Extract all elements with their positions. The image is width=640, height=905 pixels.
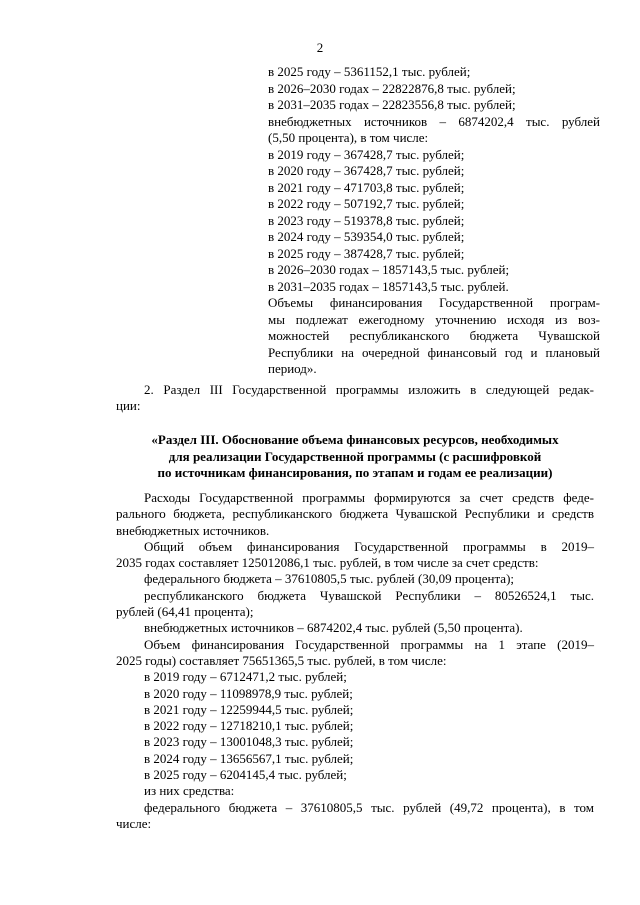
extrabudget-line: (5,50 процента), в том числе: [268, 130, 429, 145]
body-line: внебюджетных источников – 6874202,4 тыс. рублей (5,50 процента). [144, 620, 523, 636]
year-line: в 2025 году – 387428,7 тыс. рублей; [268, 245, 465, 261]
stage-year-line: в 2021 году – 12259944,5 тыс. рублей; [144, 701, 354, 717]
stage-year-line: в 2022 году – 12718210,1 тыс. рублей; [144, 718, 354, 734]
note-line: период». [268, 361, 317, 376]
year-line: в 2023 году – 519378,8 тыс. рублей; [268, 212, 465, 228]
section-heading-line: «Раздел III. Обоснование объема финансовых ресурсов, необходимых [151, 432, 559, 447]
note-line: мы подлежат ежегодному уточнению исходя из воз- [268, 311, 600, 327]
note-line: Республики на очередной финансовый год и плановый [268, 344, 600, 360]
year-line: в 2024 году – 539354,0 тыс. рублей; [268, 229, 465, 244]
stage-year-line: в 2023 году – 13001048,3 тыс. рублей; [144, 734, 354, 750]
year-line: в 2022 году – 507192,7 тыс. рублей; [268, 196, 465, 211]
year-line: в 2026–2030 годах – 1857143,5 тыс. рублей; [268, 262, 510, 277]
year-line: в 2019 году – 367428,7 тыс. рублей; [268, 146, 465, 162]
item-2-line: ции: [116, 398, 141, 414]
body-line: федерального бюджета – 37610805,5 тыс. рублей (49,72 процента), в том [144, 799, 594, 815]
body-line: 2025 годы) составляет 75651365,5 тыс. рублей, в том числе: [116, 652, 447, 668]
note-line: Объемы финансирования Государственной програм- [268, 295, 600, 310]
stage-year-line: в 2019 году – 6712471,2 тыс. рублей; [144, 669, 347, 685]
page-number: 2 [316, 40, 324, 55]
funding-line: в 2025 году – 5361152,1 тыс. рублей; [268, 64, 471, 79]
body-line: Объем финансирования Государственной программы на 1 этапе (2019– [144, 636, 594, 652]
stage-year-line: в 2025 году – 6204145,4 тыс. рублей; [144, 767, 347, 783]
body-line: Расходы Государственной программы формируются за счет средств феде- [144, 490, 594, 505]
section-heading [116, 432, 594, 482]
body-line: рального бюджета, республиканского бюджета Чувашской Республики и средств [116, 506, 594, 522]
year-line: в 2031–2035 годах – 1857143,5 тыс. рублей. [268, 278, 509, 294]
stage-year-line: в 2020 году – 11098978,9 тыс. рублей; [144, 685, 353, 701]
section-heading-line: для реализации Государственной программы (с расшифровкой [168, 448, 542, 464]
body-line: Общий объем финансирования Государственной программы в 2019– [144, 538, 594, 554]
year-line: в 2021 году – 471703,8 тыс. рублей; [268, 179, 465, 195]
funding-line: в 2026–2030 годах – 22822876,8 тыс. рублей; [268, 80, 516, 96]
body-line: федерального бюджета – 37610805,5 тыс. рублей (30,09 процента); [144, 571, 515, 587]
body-line: рублей (64,41 процента); [116, 604, 254, 620]
funding-column [268, 64, 600, 378]
body-line: из них средства: [144, 783, 235, 799]
body-line: 2035 годах составляет 125012086,1 тыс. рублей, в том числе за счет средств: [116, 555, 539, 571]
body-line: внебюджетных источников. [116, 522, 270, 538]
section-heading-line: по источникам финансирования, по этапам и годам ее реализации) [157, 465, 553, 480]
stage-year-line: в 2024 году – 13656567,1 тыс. рублей; [144, 750, 354, 766]
item-2-line: 2. Раздел III Государственной программы изложить в следующей редак- [144, 382, 594, 397]
body-line: числе: [116, 815, 152, 831]
year-line: в 2020 году – 367428,7 тыс. рублей; [268, 163, 465, 178]
section-body [116, 490, 594, 832]
item-2-paragraph [116, 382, 594, 415]
note-line: можностей республиканского бюджета Чувашской [268, 328, 600, 343]
funding-line: в 2031–2035 годах – 22823556,8 тыс. рублей; [268, 97, 516, 112]
extrabudget-line: внебюджетных источников – 6874202,4 тыс. рублей [268, 113, 600, 129]
body-line: республиканского бюджета Чувашской Республики – 80526524,1 тыс. [144, 587, 594, 603]
